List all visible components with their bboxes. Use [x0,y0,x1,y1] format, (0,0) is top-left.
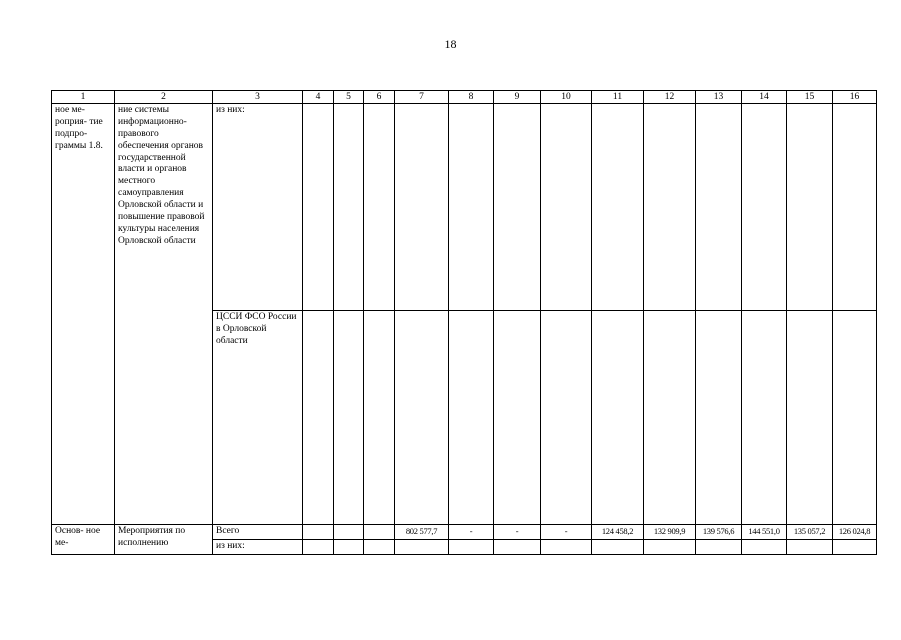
header-cell: 8 [449,91,494,104]
value-cell: 126 024,8 [833,525,877,540]
table-cell [395,104,449,311]
table-cell [644,539,696,554]
table-cell [395,311,449,525]
header-cell: 15 [787,91,833,104]
header-cell: 9 [494,91,541,104]
value-cell [303,525,334,540]
budget-table [51,90,877,555]
event-name-cell: ное ме- роприя- тие подпро- граммы 1.8. [52,104,115,525]
value-cell: 124 458,2 [592,525,644,540]
header-cell: 14 [742,91,787,104]
header-cell: 1 [52,91,115,104]
table-row [52,104,877,311]
table-cell [449,539,494,554]
header-cell: 12 [644,91,696,104]
table-cell [696,311,742,525]
value-cell: 139 576,6 [696,525,742,540]
table-cell [303,104,334,311]
table-cell [787,311,833,525]
value-cell: 802 577,7 [395,525,449,540]
table-cell [364,311,395,525]
table-cell [696,539,742,554]
value-cell [334,525,364,540]
table-cell [364,539,395,554]
value-cell [364,525,395,540]
table-cell [334,104,364,311]
table-cell [644,311,696,525]
table-cell [494,104,541,311]
table-cell [395,539,449,554]
value-cell: - [449,525,494,540]
table-cell [696,104,742,311]
table-cell [742,104,787,311]
value-cell: - [494,525,541,540]
value-cell: 132 909,9 [644,525,696,540]
table-cell [592,104,644,311]
table-cell [592,311,644,525]
table-cell [787,104,833,311]
table-cell [541,311,592,525]
table-cell [449,311,494,525]
funding-source-cell: из них: [213,104,303,311]
header-cell: 7 [395,91,449,104]
table-cell [364,104,395,311]
header-cell: 2 [115,91,213,104]
event-description-cell: Мероприятия по исполнению [115,525,213,555]
header-cell: 6 [364,91,395,104]
header-cell: 16 [833,91,877,104]
table-cell [494,539,541,554]
event-description-cell: ние системы информационно- правового обеспечения органов государственной власти и органов местного самоуправления Орловской области и повышение правовой культуры населения Орловской области [115,104,213,525]
header-cell: 10 [541,91,592,104]
table-cell [303,539,334,554]
header-cell: 4 [303,91,334,104]
table-cell [833,311,877,525]
page-number: 18 [444,37,457,51]
value-cell: - [541,525,592,540]
table-cell [644,104,696,311]
funding-source-cell: Всего [213,525,303,540]
funding-source-cell: из них: [213,539,303,554]
table-row [52,525,877,540]
table-cell [334,539,364,554]
table-cell [833,104,877,311]
header-cell: 3 [213,91,303,104]
event-name-cell: Основ- ное ме- [52,525,115,555]
header-cell: 5 [334,91,364,104]
header-cell: 13 [696,91,742,104]
funding-source-cell: ЦССИ ФСО России в Орловской области [213,311,303,525]
header-cell: 11 [592,91,644,104]
value-cell: 144 551,0 [742,525,787,540]
table-cell [334,311,364,525]
table-cell [833,539,877,554]
table-cell [742,539,787,554]
table-cell [541,539,592,554]
table-cell [787,539,833,554]
table-cell [303,311,334,525]
table-cell [449,104,494,311]
table-cell [541,104,592,311]
value-cell: 135 057,2 [787,525,833,540]
table-cell [592,539,644,554]
table-cell [494,311,541,525]
header-row [52,91,877,104]
table-cell [742,311,787,525]
